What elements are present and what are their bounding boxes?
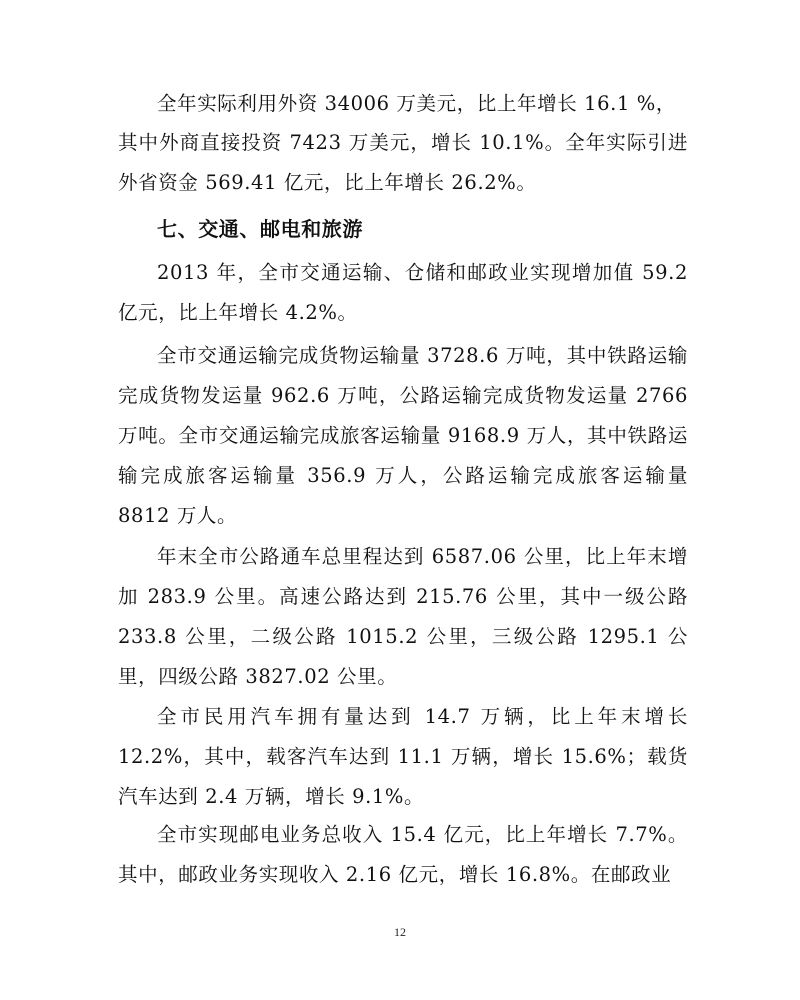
paragraph-highway-mileage (118, 537, 688, 697)
paragraph-postal-telecom (118, 815, 688, 895)
paragraph-text: 全年实际利用外资 34006 万美元，比上年增长 16.1 %， (157, 92, 676, 115)
paragraph-text: 全市民用汽车拥有量达到 14.7 万辆，比上年末增长 12.2%，其中，载客汽车达到 11.1 万辆，增长 15.6%；载货汽车达到 2.4 万辆，增长 9.1%。 (118, 705, 688, 808)
paragraph-text: 全市交通运输完成货物运输量 3728.6 万吨，其中铁路运输完成货物发运量 962.6 万吨，公路运输完成货物发运量 2766 万吨。全市交通运输完成旅客运输量 9168.9 万人，其中铁路运输完成旅客运输量 356.9 万人，公路运输完成旅客运输量 8812 万人。 (118, 344, 688, 527)
paragraph-vehicle-ownership (118, 697, 688, 817)
paragraph-text: 其中外商直接投资 7423 万美元，增长 10.1%。全年实际引进外省资金 569.41 亿元，比上年增长 26.2%。 (118, 131, 688, 194)
paragraph-foreign-investment (118, 84, 688, 124)
paragraph-text: 2013 年，全市交通运输、仓储和邮政业实现增加值 59.2 亿元，比上年增长 4.2%。 (118, 261, 688, 324)
paragraph-transport-value-added (118, 253, 688, 333)
paragraph-freight-passenger (118, 336, 688, 536)
section-heading: 七、交通、邮电和旅游 (157, 217, 363, 241)
paragraph-text: 全市实现邮电业务总收入 15.4 亿元，比上年增长 7.7%。其中，邮政业务实现收入 2.16 亿元，增长 16.8%。在邮政业 (118, 823, 688, 886)
paragraph-foreign-direct-investment (118, 123, 688, 203)
page-number: 12 (394, 925, 406, 939)
paragraph-text: 年末全市公路通车总里程达到 6587.06 公里，比上年末增加 283.9 公里。高速公路达到 215.76 公里，其中一级公路 233.8 公里，二级公路 1015.2 公里，三级公路 1295.1 公里，四级公路 3827.02 公里。 (118, 545, 688, 688)
